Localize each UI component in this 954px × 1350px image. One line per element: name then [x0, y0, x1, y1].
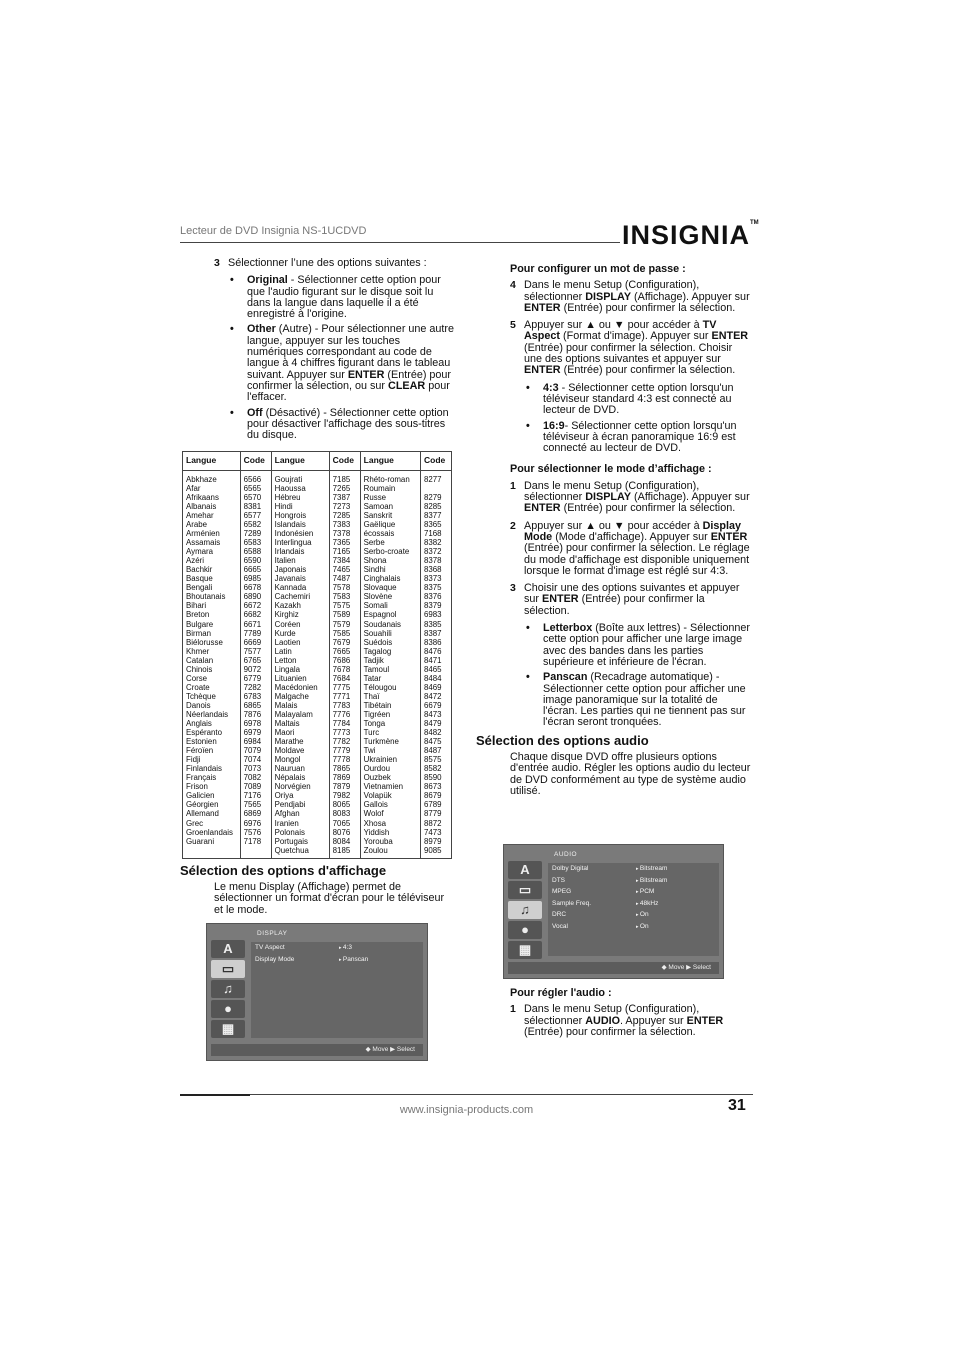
- bullet-dot: •: [526, 622, 530, 635]
- display-mode-heading: Pour sélectionner le mode d’affichage :: [510, 463, 712, 476]
- bullet-label: Panscan: [543, 671, 588, 684]
- bullet-16-9: [526, 421, 752, 455]
- menu-name: DISPLAY: [585, 491, 632, 504]
- bullet-dot: •: [230, 323, 234, 336]
- key-enter: ENTER: [524, 364, 561, 377]
- bullet-text: - Sélectionner cette option lorsqu'un téléviseur à écran panoramique 16:9 est connecté au lecteur de DVD.: [543, 419, 737, 455]
- menu-row-key: Display Mode: [255, 955, 295, 963]
- menu-row-value: ▸ Bitstream: [636, 875, 719, 887]
- bullet-label: Off: [247, 406, 263, 419]
- step-text: Sélectionner l’une des options suivantes :: [228, 257, 427, 269]
- menu-row: [251, 954, 423, 966]
- bullet-text: (Désactivé) - Sélectionner cette option pour désactiver l'affichage des sous-titres du disque.: [247, 406, 449, 442]
- step-5: [510, 320, 752, 376]
- step-text: . Appuyer sur: [620, 1014, 687, 1027]
- audio-adjust-block: [476, 988, 752, 1044]
- bullet-text: (Recadrage automatique) - Sélectionner cette option pour afficher une image panoramique sur la totalité de l'écran. Les parties qui ne tiennent pas sur l'écran seront tronquées.: [543, 671, 746, 729]
- logo-text: INSIGNIA: [622, 220, 751, 250]
- audio-icon: ♫: [508, 901, 542, 919]
- menu-title: AUDIO: [554, 851, 578, 858]
- password-heading: Pour configurer un mot de passe :: [510, 263, 686, 275]
- bullet-label: 16:9: [543, 419, 565, 432]
- step-text: Appuyer sur ▲ ou ▼ pour accéder à: [524, 319, 703, 332]
- step-text: (Format d'image). Appuyer sur: [560, 330, 712, 343]
- menu-row-key: DTS: [552, 876, 565, 884]
- column-header: Code: [240, 452, 271, 470]
- key-enter: ENTER: [710, 530, 748, 543]
- bullet-other: [230, 324, 456, 403]
- step-number: 2: [510, 519, 516, 532]
- menu-row-value: ▸ 4:3: [339, 942, 423, 954]
- step-3: [214, 258, 456, 269]
- menu-row: [548, 886, 719, 898]
- column-header: Code: [420, 452, 451, 470]
- step-text: Dans le menu Setup (Configuration), sélectionner: [524, 479, 700, 504]
- logo-trademark: TM: [750, 220, 759, 226]
- step-1: [510, 1004, 752, 1038]
- header-title: Lecteur de DVD Insignia NS-1UCDVD: [180, 225, 367, 237]
- display-mode-steps: [476, 481, 752, 617]
- display-icon: ▭: [508, 881, 542, 899]
- code-list: 7185 7265 7387 7273 7285 7383 7378 7365 7165 7384 7465 7487 7578 7583 7575 7589 7579 7585 7679 7665 7686 7678 7684 7775 7771 7783 7776 7784 7773 7782 7779 7778 7865 7869 7879 7982 8065 8083 7065 8076 8084 8185: [329, 470, 360, 858]
- menu-sidebar: [508, 861, 544, 956]
- lock-icon: ●: [211, 1000, 245, 1018]
- bullet-label: Letterbox: [543, 622, 593, 635]
- lock-icon: ●: [508, 921, 542, 939]
- step-text: (Affichage). Appuyer sur: [631, 491, 750, 504]
- code-list: 6566 6565 6570 8381 6577 6582 7289 6583 6588 6590 6665 6985 6678 6890 6672 6682 6671 7789 6669 7577 6765 9072 6779 7282 6783 6865 7876 6978 6979 6984 7079 7074 7073 7082 7089 7176 7565 6869 6976 7576 7178: [240, 470, 271, 858]
- bullet-label: Original: [247, 274, 288, 287]
- bullets-display-mode: [476, 623, 752, 729]
- page-number: 31: [728, 1097, 746, 1114]
- menu-name: DISPLAY: [585, 290, 632, 303]
- menu-row-value: ▸ On: [636, 921, 719, 933]
- bullet-text: - Sélectionner cette option lorsqu'un téléviseur standard 4:3 est connecté au lecteur de DVD.: [543, 381, 734, 417]
- bullet-4-3: [526, 383, 752, 417]
- menu-row-key: Dolby Digital: [552, 865, 589, 872]
- menu-row-key: Vocal: [552, 922, 568, 930]
- step-text: Choisir une des options suivantes et appuyer sur: [524, 582, 740, 606]
- bullet-text: - Sélectionner cette option pour que l'audio figurant sur le disque soit lu dans la langue dans laquelle il a été enregistré à l'origine.: [247, 274, 441, 321]
- menu-row: [548, 898, 719, 910]
- step-text: (Entrée) pour confirmer la sélection. Le réglage du mode d'affichage est disponible uniquement lorsque le format d'image est réglé sur 4:3.: [524, 542, 750, 577]
- audio-adjust-heading: Pour régler l'audio :: [510, 987, 612, 999]
- menu-row: [548, 863, 719, 875]
- menu-row-value: ▸ 48kHz: [636, 898, 719, 910]
- footer-url: www.insignia-products.com: [399, 1104, 534, 1116]
- column-header: Langue: [183, 452, 241, 470]
- menu-row-value: ▸ Panscan: [339, 954, 423, 966]
- step-4: [510, 280, 752, 314]
- menu-row-key: Sample Freq.: [552, 899, 592, 907]
- language-icon: A: [508, 861, 542, 879]
- display-menu-screenshot: [206, 923, 428, 1061]
- menu-row: [548, 909, 719, 921]
- step-number: 5: [510, 319, 516, 332]
- menu-footer: ◆ Move ▶ Select: [508, 962, 719, 974]
- key-enter: ENTER: [686, 1014, 724, 1027]
- step-2: [510, 521, 752, 577]
- insignia-logo: [622, 220, 759, 251]
- audio-icon: ♫: [211, 980, 245, 998]
- column-header: Code: [329, 452, 360, 470]
- menu-sidebar: [211, 940, 247, 1038]
- step-number: 3: [214, 257, 220, 269]
- key-enter: ENTER: [711, 330, 749, 343]
- bullet-dot: •: [526, 381, 530, 394]
- option-name: Display Mode: [524, 519, 742, 543]
- menu-row: [548, 875, 719, 887]
- menu-title: DISPLAY: [257, 930, 288, 937]
- step-number: 1: [510, 1003, 516, 1016]
- column-header: Langue: [271, 452, 329, 470]
- menu-row-value: ▸ On: [636, 909, 719, 921]
- bullet-text: (Autre) - Pour sélectionner une autre langue, appuyer sur les touches numériques correspondant au code de langue à 4 chiffres figurant dans le tableau suivant. Appuyer sur: [247, 323, 455, 381]
- audio-section-paragraph: Chaque disque DVD offre plusieurs options d'entrée audio. Régler les options audio du lecteur de DVD conformément au type de système audio utilisé.: [510, 750, 751, 797]
- option-name: TV Aspect: [524, 319, 717, 343]
- key-enter: ENTER: [347, 368, 385, 381]
- footer-accent-rule: [180, 1094, 250, 1096]
- code-list: 8277 8279 8285 8377 8365 7168 8382 8372 8378 8368 8373 8375 8376 8379 6983 8385 8387 8386 8476 8471 8465 8484 8469 8472 6679 8473 8479 8482 8475 8487 8575 8582 8590 8673 8679 6789 8779 8872 7473 8979 9085: [420, 470, 451, 858]
- step-text: (Entrée) pour confirmer la sélection.: [524, 593, 705, 617]
- menu-panel: [251, 942, 423, 1038]
- step-1: [510, 481, 752, 515]
- menu-row: [251, 942, 423, 954]
- step-text: Dans le menu Setup (Configuration), sélectionner: [524, 1003, 700, 1027]
- others-icon: ▦: [211, 1020, 245, 1038]
- bullet-letterbox: [526, 623, 752, 668]
- menu-name: AUDIO: [585, 1014, 621, 1027]
- bullet-panscan: [526, 672, 752, 728]
- step-list-subtitles: [180, 258, 456, 269]
- bullets-subtitle-options: [180, 275, 456, 441]
- language-list: Goujrati Haoussa Hébreu Hindi Hongrois Islandais Indonésien Interlingua Irlandais Italien Japonais Javanais Kannada Cachemiri Kazakh Kirghiz Coréen Kurde Laotien Latin Letton Lingala Lituanien Macédonien Malgache Malais Malayalam Maltais Maori Marathe Moldave Mongol Nauruan Népalais Norvégien Oriya Pendjabi Afghan Iranien Polonais Portugais Quetchua: [271, 470, 329, 858]
- step-text: (Entrée) pour confirmer la sélection. Choisir une des options suivantes et appuyer sur: [524, 341, 733, 366]
- menu-panel: [548, 863, 719, 956]
- bullet-text: (Boîte aux lettres) - Sélectionner cette option pour afficher une large image avec des bandes dans les parties supérieure et inférieure de l'écran.: [543, 622, 751, 668]
- bullet-dot: •: [230, 406, 234, 419]
- step-text: (Entrée) pour confirmer la sélection.: [524, 1025, 696, 1038]
- display-section-paragraph: Le menu Display (Affichage) permet de sélectionner un format d'écran pour le téléviseur et le mode.: [214, 881, 445, 916]
- key-enter: ENTER: [524, 502, 561, 515]
- bullet-original: [230, 275, 456, 320]
- menu-row-value: ▸ Bitstream: [636, 863, 719, 875]
- others-icon: ▦: [508, 941, 542, 959]
- bullet-dot: •: [230, 274, 234, 287]
- menu-row-key: MPEG: [552, 888, 572, 895]
- key-enter: ENTER: [542, 593, 579, 606]
- footer-rule: [180, 1094, 753, 1095]
- display-section-heading: Sélection des options d'affichage: [180, 862, 387, 878]
- menu-row-value: ▸ PCM: [636, 886, 719, 898]
- step-text: Dans le menu Setup (Configuration), sélectionner: [524, 279, 700, 303]
- step-3: [510, 583, 752, 617]
- audio-adjust-steps: [476, 1004, 752, 1038]
- menu-row-key: TV Aspect: [255, 944, 285, 951]
- key-enter: ENTER: [524, 301, 561, 314]
- menu-row: [548, 921, 719, 933]
- step-text: (Entrée) pour confirmer la sélection.: [560, 364, 736, 377]
- bullet-text: (Entrée) pour confirmer la sélection, ou sur: [247, 368, 452, 392]
- step-number: 4: [510, 279, 516, 292]
- bullets-aspect: [476, 383, 752, 455]
- bullet-label: 4:3: [543, 381, 559, 394]
- audio-menu-screenshot: [503, 844, 724, 979]
- column-header: Langue: [360, 452, 420, 470]
- header-rule: [180, 242, 620, 243]
- key-clear: CLEAR: [388, 379, 426, 392]
- step-text: (Entrée) pour confirmer la sélection.: [560, 502, 736, 515]
- step-number: 3: [510, 582, 516, 595]
- language-list: Abkhaze Afar Afrikaans Albanais Amehar Arabe Arménien Assamais Aymara Azéri Bachkir Basque Bengali Bhoutanais Bihari Breton Bulgare Birman Biélorusse Khmer Catalan Chinois Corse Croate Tchèque Danois Néerlandais Anglais Espéranto Estonien Féroïen Fidji Finlandais Français Frison Galicien Géorgien Allemand Grec Groenlandais Guarani: [186, 474, 233, 846]
- audio-section-heading: Sélection des options audio: [476, 732, 649, 748]
- right-column: [476, 258, 752, 805]
- table-row: [183, 470, 452, 858]
- step-number: 1: [510, 479, 516, 492]
- table-header-row: [183, 452, 452, 470]
- language-icon: A: [211, 940, 245, 958]
- password-steps: [476, 280, 752, 376]
- bullet-dot: •: [526, 419, 530, 432]
- step-text: (Entrée) pour confirmer la sélection.: [560, 301, 736, 314]
- bullet-label: Other: [247, 323, 276, 336]
- bullet-text: pour l'effacer.: [247, 379, 450, 404]
- left-column: [180, 258, 456, 924]
- language-list: Rhéto-roman Roumain Russe Samoan Sanskrit Gaëlique écossais Serbe Serbo-croate Shona Sindhi Cinghalais Slovaque Slovène Somali Espagnol Soudanais Souahili Suédois Tagalog Tadjik Tamoul Tatar Télougou Thaï Tibétain Tigréen Tonga Turc Turkmène Twi Ukrainien Ourdou Ouzbek Vietnamien Volapük Gallois Wolof Xhosa Yiddish Yorouba Zoulou: [360, 470, 420, 858]
- language-code-table: [182, 451, 452, 858]
- step-text: (Affichage). Appuyer sur: [631, 290, 750, 303]
- bullet-off: [230, 408, 456, 442]
- step-text: (Mode d'affichage). Appuyer sur: [552, 530, 711, 543]
- bullet-dot: •: [526, 671, 530, 684]
- display-icon: ▭: [211, 960, 245, 978]
- menu-footer: ◆ Move ▶ Select: [211, 1044, 423, 1056]
- step-text: Appuyer sur ▲ ou ▼ pour accéder à: [524, 519, 703, 532]
- menu-row-key: DRC: [552, 911, 567, 918]
